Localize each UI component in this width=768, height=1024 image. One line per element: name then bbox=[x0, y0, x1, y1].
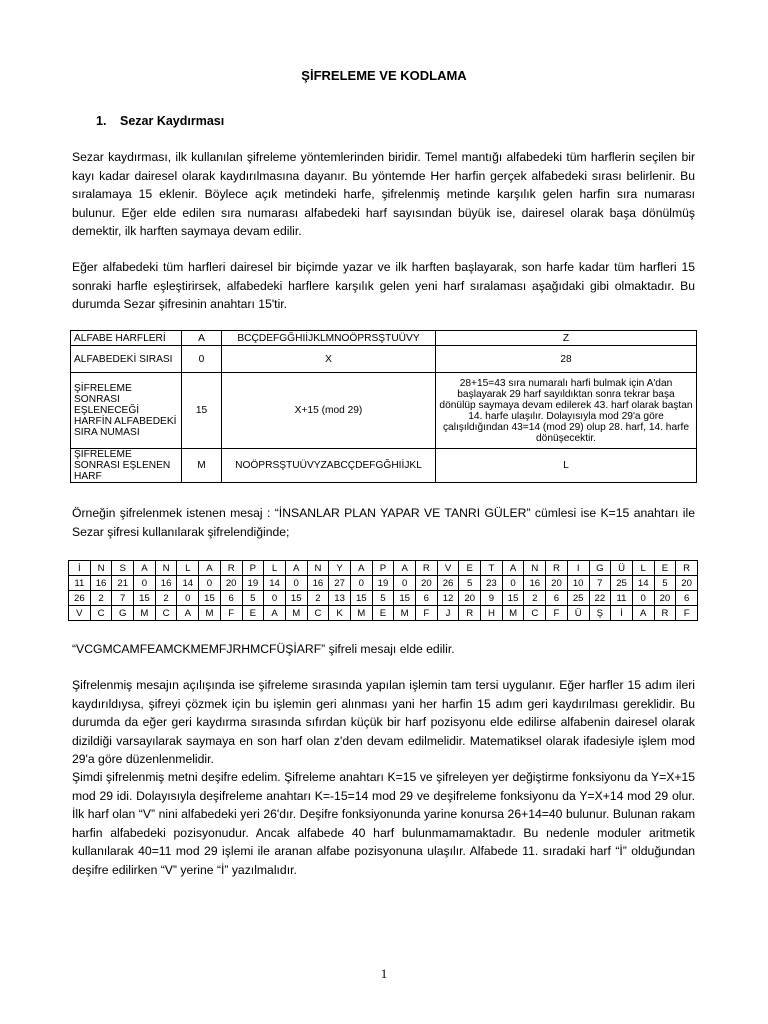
table-cell: 19 bbox=[242, 576, 264, 591]
table-row bbox=[71, 346, 697, 373]
table-cell: 23 bbox=[481, 576, 503, 591]
table-cell: 20 bbox=[459, 591, 481, 606]
table-cell: 15 bbox=[285, 591, 307, 606]
table-cell: 5 bbox=[459, 576, 481, 591]
table-cell: V bbox=[437, 561, 459, 576]
table-cell: R bbox=[416, 561, 438, 576]
table-cell: P bbox=[242, 561, 264, 576]
table-cell: 20 bbox=[546, 576, 568, 591]
table-cell: 2 bbox=[524, 591, 546, 606]
paragraph-decryption: Şifrelenmiş mesajın açılışında ise şifreleme sırasında yapılan işlemin tam tersi uygulanır. Eğer harfler 15 adım ileri kaydırıldıysa, şifreyi çözmek için bu işlemin geri alınması yani her harfin 15 adım geri kaydırılması gereklidir. Bu durumda da eğer geri kaydırma sırasında sıfırdan küçük bir harf pozisyonu elde edilirse alfabenin dairesel olarak dizildiği varsayılarak saymaya en son harf olan z'den devam edilmelidir. Matematiksel olarak ifadesiyle işlem mod 29'a göre düzenlenmelidir. bbox=[72, 678, 695, 767]
table-cell: 6 bbox=[676, 591, 698, 606]
mapping-table bbox=[70, 330, 697, 483]
table-cell: 5 bbox=[654, 576, 676, 591]
table-cell: K bbox=[329, 606, 351, 621]
table-cell: 15 bbox=[350, 591, 372, 606]
section-number: 1. bbox=[96, 114, 107, 128]
table-cell: 7 bbox=[589, 576, 611, 591]
table-cell: M bbox=[134, 606, 156, 621]
table-cell: 13 bbox=[329, 591, 351, 606]
table-cell: 15 bbox=[502, 591, 524, 606]
table-cell: 0 bbox=[350, 576, 372, 591]
table-cell: A bbox=[199, 561, 221, 576]
table-cell: 15 bbox=[182, 373, 222, 449]
table-cell: 26 bbox=[437, 576, 459, 591]
table-cell: 16 bbox=[307, 576, 329, 591]
table-cell: C bbox=[524, 606, 546, 621]
table-cell: 0 bbox=[285, 576, 307, 591]
table-cell: 11 bbox=[69, 576, 91, 591]
table-cell: E bbox=[372, 606, 394, 621]
table-cell: A bbox=[350, 561, 372, 576]
table-cell: 12 bbox=[437, 591, 459, 606]
table-cell: İ bbox=[611, 606, 633, 621]
table-cell: 20 bbox=[416, 576, 438, 591]
table-cell: 20 bbox=[654, 591, 676, 606]
table-cell: A bbox=[182, 331, 222, 346]
table-cell: N bbox=[155, 561, 177, 576]
table-cell: 15 bbox=[394, 591, 416, 606]
table-cell: 14 bbox=[264, 576, 286, 591]
table-cell: R bbox=[676, 561, 698, 576]
table-cell: J bbox=[437, 606, 459, 621]
table-cell: M bbox=[199, 606, 221, 621]
table-cell: 15 bbox=[134, 591, 156, 606]
paragraph-decrypt-example: Şimdi şifrelenmiş metni deşifre edelim. Şifreleme anahtarı K=15 ve şifreleyen yer değiştirme fonksiyonu da Y=X+15 mod 29 idi. Dolayısıyla deşifreleme anahtarı K=-15=14 mod 29 ve deşifreleme fonksiyonu da Y=X+14 mod 29 olur. İlk harf olan “V” nini alfabedeki yeri 26'dır. Deşifre fonksiyonunda yarine konursa 26+14=40 bulunur. Bulunan rakam harfin alfabedeki pozisyonudur. Ancak alfabede 40 harf bulunmamamaktadır. Bu nedenle moduler aritmetik kullanılarak 40=11 mod 29 işlemi ile aranan alfabe pozisyonuna ulaşılır. Alfabede 11. sıradaki harf “İ” olduğundan deşifre edilirken “V” yerine “İ” yazılmalıdır. bbox=[72, 770, 695, 877]
table-cell: 0 bbox=[264, 591, 286, 606]
table-cell: A bbox=[285, 561, 307, 576]
table-cell: A bbox=[394, 561, 416, 576]
table-cell: 27 bbox=[329, 576, 351, 591]
table-cell: C bbox=[90, 606, 112, 621]
table-cell: İ bbox=[69, 561, 91, 576]
table-cell: Ş bbox=[589, 606, 611, 621]
table-cell: 6 bbox=[416, 591, 438, 606]
document-title: ŞİFRELEME VE KODLAMA bbox=[301, 68, 467, 83]
table-cell: F bbox=[220, 606, 242, 621]
table-cell: 28+15=43 sıra numaralı harfi bulmak için A'dan başlayarak 29 harf sayıldıktan sonra tekrar başa dönülüp saymaya devam edilerek 43. harf olarak baştan 14. harfe ulaşılır. Dolayısıyla mod 29'a göre çalışıldığından 43=14 (mod 29) olup 28. harf, 14. harfe dönüşecektir. bbox=[436, 373, 697, 449]
table-row bbox=[69, 606, 698, 621]
table-cell: S bbox=[112, 561, 134, 576]
table-cell: Ü bbox=[611, 561, 633, 576]
table-cell: A bbox=[264, 606, 286, 621]
table-cell: L bbox=[436, 449, 697, 483]
table-cell: 22 bbox=[589, 591, 611, 606]
table-cell: M bbox=[285, 606, 307, 621]
table-cell: L bbox=[177, 561, 199, 576]
table-cell: 16 bbox=[524, 576, 546, 591]
table-cell: 5 bbox=[242, 591, 264, 606]
table-cell: Ü bbox=[567, 606, 589, 621]
table-cell: F bbox=[676, 606, 698, 621]
table-cell: R bbox=[220, 561, 242, 576]
paragraph-example-message: Örneğin şifrelenmek istenen mesaj : “İNSANLAR PLAN YAPAR VE TANRI GÜLER” cümlesi ise K=15 anahtarı ile Sezar şifresi kullanılarak şifrelendiğinde; bbox=[72, 506, 695, 539]
paragraph-alphabet-shift: Eğer alfabedeki tüm harfleri dairesel bir biçimde yazar ve ilk harften başlayarak, son harfe kadar tüm harfleri 15 sonraki harfle eşleştirirsek, alfabedeki harflere karşılık gelen yeni harf sıralaması aşağıdaki gibi olmaktadır. Bu durumda Sezar şifresinin anahtarı 15'tir. bbox=[72, 260, 695, 312]
table-cell: N bbox=[90, 561, 112, 576]
table-cell: V bbox=[69, 606, 91, 621]
table-cell: 2 bbox=[307, 591, 329, 606]
table-cell: 0 bbox=[394, 576, 416, 591]
table-row bbox=[71, 449, 697, 483]
table-row bbox=[69, 576, 698, 591]
table-cell: R bbox=[654, 606, 676, 621]
table-cell: 6 bbox=[546, 591, 568, 606]
encryption-table bbox=[68, 560, 698, 621]
table-cell: 28 bbox=[436, 346, 697, 373]
paragraph-cipher-result: “VCGMCAMFEAMCKMEMFJRHMCFÜŞİARF” şifreli mesajı elde edilir. bbox=[72, 642, 455, 656]
table-cell: M bbox=[394, 606, 416, 621]
table-cell: 0 bbox=[177, 591, 199, 606]
table-cell: 0 bbox=[134, 576, 156, 591]
table-cell: 25 bbox=[611, 576, 633, 591]
table-cell: 6 bbox=[220, 591, 242, 606]
table-cell: ŞİFRELEME SONRASI EŞLENECEĞİ HARFİN ALFABEDEKİ SIRA NUMASI bbox=[71, 373, 182, 449]
table-cell: T bbox=[481, 561, 503, 576]
table-cell: R bbox=[459, 606, 481, 621]
table-cell: 10 bbox=[567, 576, 589, 591]
table-cell: I bbox=[567, 561, 589, 576]
table-cell: Z bbox=[436, 331, 697, 346]
table-cell: ŞİFRELEME SONRASI EŞLENEN HARF bbox=[71, 449, 182, 483]
table-cell: A bbox=[502, 561, 524, 576]
table-cell: C bbox=[307, 606, 329, 621]
table-cell: 0 bbox=[199, 576, 221, 591]
table-cell: ALFABEDEKİ SIRASI bbox=[71, 346, 182, 373]
table-cell: 0 bbox=[182, 346, 222, 373]
table-cell: 25 bbox=[567, 591, 589, 606]
table-cell: 14 bbox=[632, 576, 654, 591]
table-cell: A bbox=[134, 561, 156, 576]
table-cell: M bbox=[182, 449, 222, 483]
table-cell: 21 bbox=[112, 576, 134, 591]
table-cell: 26 bbox=[69, 591, 91, 606]
section-heading bbox=[96, 114, 224, 128]
table-cell: H bbox=[481, 606, 503, 621]
table-cell: 0 bbox=[502, 576, 524, 591]
table-row bbox=[69, 561, 698, 576]
table-row bbox=[71, 373, 697, 449]
table-cell: ALFABE HARFLERİ bbox=[71, 331, 182, 346]
table-cell: 20 bbox=[220, 576, 242, 591]
table-cell: F bbox=[416, 606, 438, 621]
table-cell: M bbox=[502, 606, 524, 621]
table-cell: F bbox=[546, 606, 568, 621]
table-cell: R bbox=[546, 561, 568, 576]
table-cell: G bbox=[112, 606, 134, 621]
table-cell: 2 bbox=[155, 591, 177, 606]
table-cell: NOÖPRSŞTUÜVYZABCÇDEFGĞHIİJKL bbox=[222, 449, 436, 483]
table-cell: X+15 (mod 29) bbox=[222, 373, 436, 449]
table-cell: 19 bbox=[372, 576, 394, 591]
table-cell: P bbox=[372, 561, 394, 576]
table-cell: 16 bbox=[90, 576, 112, 591]
table-cell: M bbox=[350, 606, 372, 621]
table-cell: BCÇDEFGĞHIİJKLMNOÖPRSŞTUÜVY bbox=[222, 331, 436, 346]
page-number: 1 bbox=[380, 966, 388, 981]
table-cell: 2 bbox=[90, 591, 112, 606]
table-cell: A bbox=[632, 606, 654, 621]
table-cell: 7 bbox=[112, 591, 134, 606]
table-cell: N bbox=[307, 561, 329, 576]
table-cell: 20 bbox=[676, 576, 698, 591]
table-cell: Y bbox=[329, 561, 351, 576]
table-cell: E bbox=[654, 561, 676, 576]
table-cell: 14 bbox=[177, 576, 199, 591]
table-cell: 9 bbox=[481, 591, 503, 606]
table-cell: 0 bbox=[632, 591, 654, 606]
table-row bbox=[69, 591, 698, 606]
table-row bbox=[71, 331, 697, 346]
table-cell: 16 bbox=[155, 576, 177, 591]
table-cell: L bbox=[632, 561, 654, 576]
table-cell: 11 bbox=[611, 591, 633, 606]
table-cell: 15 bbox=[199, 591, 221, 606]
table-cell: G bbox=[589, 561, 611, 576]
table-cell: E bbox=[459, 561, 481, 576]
table-cell: A bbox=[177, 606, 199, 621]
table-cell: C bbox=[155, 606, 177, 621]
paragraph-intro: Sezar kaydırması, ilk kullanılan şifreleme yöntemlerinden biridir. Temel mantığı alfabedeki tüm harflerin seçilen bir kayı kadar dairesel olarak kaydırılmasına dayanır. Bu yöntemde Her harfin gerçek alfabedeki sırası belirlenir. Bu sıralamaya 15 eklenir. Böylece açık metindeki harfe, şifrelenmiş metinde karşılık gelen harfin sıra numarası bulunur. Eğer elde edilen sıra numarası alfabedeki harf sayısından büyük ise, dairesel olarak başa dönülmüş demektir, ilk harften saymaya devam edilir. bbox=[72, 150, 695, 239]
table-cell: N bbox=[524, 561, 546, 576]
table-cell: E bbox=[242, 606, 264, 621]
table-cell: L bbox=[264, 561, 286, 576]
table-cell: X bbox=[222, 346, 436, 373]
section-title: Sezar Kaydırması bbox=[120, 114, 225, 128]
table-cell: 5 bbox=[372, 591, 394, 606]
